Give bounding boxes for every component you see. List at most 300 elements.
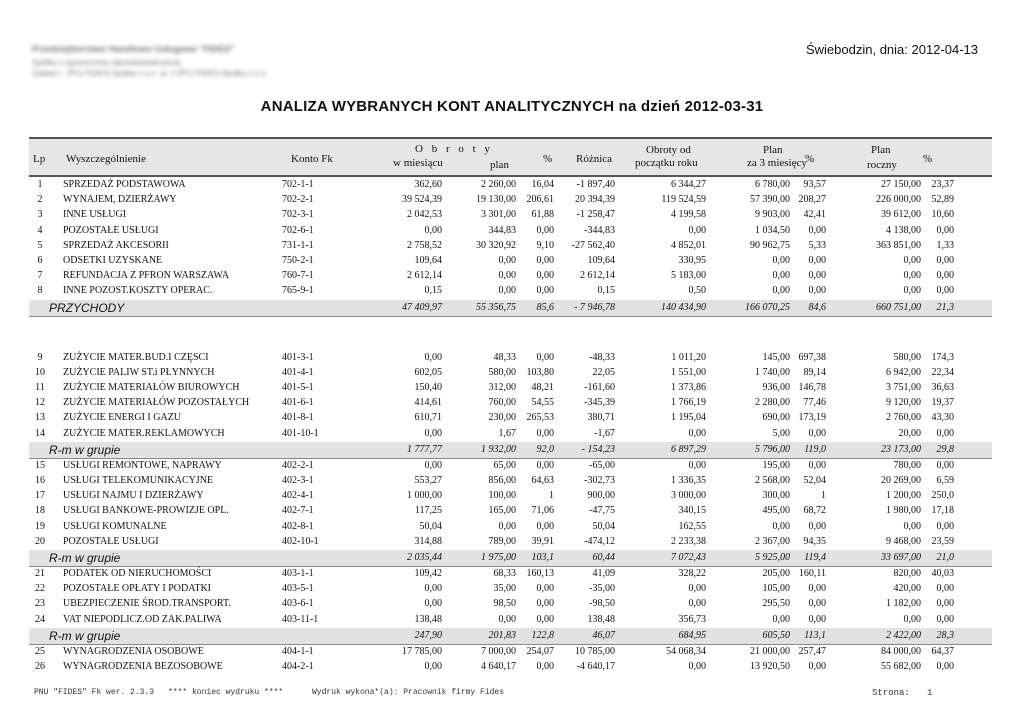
cell-roz: -47,75 <box>589 505 615 517</box>
cell-ob: 1 766,19 <box>671 397 706 409</box>
cell-p1: 0,00 <box>536 459 554 471</box>
cell-ob: 328,22 <box>678 568 706 579</box>
cell-roz: -48,33 <box>589 351 615 363</box>
cell-roz: -474,12 <box>584 535 615 547</box>
cell-pr: 0,00 <box>903 270 921 282</box>
cell-p3: 205,00 <box>762 568 790 579</box>
cell-desc: USŁUGI TELEKOMUNIKACYJNE <box>63 475 214 486</box>
cell-desc: POZOSTAŁE USŁUGI <box>63 535 159 547</box>
cell-p3: 166 070,25 <box>745 301 790 313</box>
cell-pr: 2 422,00 <box>886 629 921 641</box>
cell-m: 17 785,00 <box>402 645 442 657</box>
cell-ob: 684,95 <box>678 629 706 641</box>
report-date: Świebodzin, dnia: 2012-04-13 <box>805 42 978 57</box>
cell-m: 109,42 <box>414 568 442 579</box>
cell-roz: 380,71 <box>587 412 615 424</box>
table-row <box>29 396 992 410</box>
cell-desc: USŁUGI KOMUNALNE <box>63 520 167 532</box>
cell-plan: 0,00 <box>498 270 516 282</box>
cell-p1: 61,88 <box>531 209 554 221</box>
table-row <box>29 504 992 518</box>
cell-p1: 206,61 <box>526 194 554 206</box>
cell-p2: 0,00 <box>808 459 826 471</box>
cell-p1: 0,00 <box>536 351 554 363</box>
col-konto: Konto Fk <box>291 153 333 165</box>
cell-p1: 71,06 <box>531 505 554 517</box>
table-row <box>29 535 992 549</box>
table-row <box>29 613 992 627</box>
cell-ob: 3 000,00 <box>671 490 706 502</box>
report-title: ANALIZA WYBRANYCH KONT ANALITYCZNYCH na dzień 2012-03-31 <box>260 98 764 115</box>
cell-roz: 900,00 <box>587 490 615 502</box>
col-desc: Wyszczególnienie <box>66 153 146 165</box>
cell-ob: 0,00 <box>688 661 706 672</box>
cell-plan: 201,83 <box>488 629 516 641</box>
cell-p1: 0,00 <box>536 598 554 610</box>
cell-roz: -1,67 <box>594 427 615 439</box>
cell-plan: 100,00 <box>488 490 516 502</box>
cell-ob: 5 183,00 <box>671 270 706 282</box>
cell-p4: 0,00 <box>936 613 954 625</box>
cell-plan: 856,00 <box>488 475 516 486</box>
cell-p2: 68,72 <box>803 505 826 517</box>
cell-ob: 162,55 <box>678 520 706 532</box>
cell-m: 2 042,53 <box>407 209 442 221</box>
cell-p1: 103,80 <box>526 366 554 378</box>
cell-roz: -1 897,40 <box>576 179 615 190</box>
cell-plan: 1,67 <box>498 427 516 439</box>
cell-desc: WYNAJEM, DZIERŻAWY <box>63 194 177 206</box>
cell-desc: WYNAGRODZENIA OSOBOWE <box>63 645 204 657</box>
cell-ob: 0,50 <box>688 285 706 297</box>
cell-p4: 29,8 <box>936 443 954 455</box>
cell-p4: 0,00 <box>936 255 954 266</box>
cell-ob: 1 551,00 <box>671 366 706 378</box>
table-row <box>29 520 992 534</box>
cell-roz: 46,07 <box>592 629 615 641</box>
cell-p2: 0,00 <box>808 224 826 236</box>
table-row <box>29 645 992 659</box>
cell-m: 247,90 <box>414 629 442 641</box>
cell-pr: 0,00 <box>903 613 921 625</box>
table-row <box>29 381 992 395</box>
cell-p2: 257,47 <box>798 645 826 657</box>
cell-p3: 495,00 <box>762 505 790 517</box>
cell-lp: 23 <box>35 598 45 610</box>
cell-pr: 20,00 <box>898 427 921 439</box>
table-row <box>29 597 992 611</box>
cell-plan: 35,00 <box>493 583 516 595</box>
cell-plan: 2 260,00 <box>481 179 516 190</box>
cell-konto: 401-8-1 <box>282 412 314 424</box>
cell-p4: 21,3 <box>936 301 954 313</box>
cell-p4: 23,59 <box>931 535 954 547</box>
cell-p4: 0,00 <box>936 224 954 236</box>
cell-p3: 21 000,00 <box>750 645 790 657</box>
cell-p3: 5 796,00 <box>755 443 790 455</box>
cell-ob: 1 011,20 <box>671 351 706 363</box>
cell-p4: 36,63 <box>931 382 954 393</box>
cell-p3: 5 925,00 <box>755 552 790 563</box>
cell-konto: 760-7-1 <box>282 270 314 282</box>
cell-konto: 402-8-1 <box>282 520 314 532</box>
cell-plan: 30 320,92 <box>476 239 516 251</box>
cell-p3: 936,00 <box>762 382 790 393</box>
cell-lp: 6 <box>37 255 43 266</box>
cell-ob: 140 434,90 <box>661 301 706 313</box>
cell-p1: 160,13 <box>526 568 554 579</box>
cell-lp: 15 <box>35 459 45 471</box>
cell-ob: 119 524,59 <box>661 194 706 206</box>
table-row <box>29 489 992 503</box>
cell-plan: 789,00 <box>488 535 516 547</box>
cell-roz: - 154,23 <box>581 443 615 455</box>
cell-lp: 24 <box>35 613 45 625</box>
cell-konto: 401-5-1 <box>282 382 314 393</box>
cell-roz: -344,83 <box>584 224 615 236</box>
cell-lp: 26 <box>35 661 45 672</box>
cell-p3: 195,00 <box>762 459 790 471</box>
cell-desc: UBEZPIECZENIE ŚROD.TRANSPORT. <box>63 598 231 610</box>
table-row <box>29 351 992 365</box>
cell-roz: 109,64 <box>587 255 615 266</box>
cell-desc: INNE POZOST.KOSZTY OPERAC. <box>63 285 213 297</box>
cell-p4: 0,00 <box>936 270 954 282</box>
cell-p3: 0,00 <box>772 520 790 532</box>
cell-p2: 0,00 <box>808 613 826 625</box>
cell-p3: 0,00 <box>772 613 790 625</box>
cell-m: 0,15 <box>424 285 442 297</box>
cell-plan: 65,00 <box>493 459 516 471</box>
cell-pr: 4 138,00 <box>886 224 921 236</box>
table-row <box>29 208 992 222</box>
cell-konto: 403-11-1 <box>282 613 319 625</box>
cell-p3: 295,50 <box>762 598 790 610</box>
col-plan3-1: Plan <box>763 144 783 156</box>
col-plan: plan <box>490 159 509 171</box>
cell-p4: 21,0 <box>936 552 954 563</box>
cell-p2: 0,00 <box>808 583 826 595</box>
table-row <box>29 254 992 268</box>
cell-lp: 2 <box>37 194 43 206</box>
cell-plan: 0,00 <box>498 520 516 532</box>
cell-p1: 1 <box>549 490 554 502</box>
cell-pr: 23 173,00 <box>881 443 921 455</box>
table-row <box>29 567 992 581</box>
table-header <box>29 137 992 177</box>
cell-ob: 1 195,04 <box>671 412 706 424</box>
cell-lp: 17 <box>35 490 45 502</box>
cell-lp: 20 <box>35 535 45 547</box>
footer-page-label: Strona: <box>872 688 910 698</box>
cell-p2: 0,00 <box>808 255 826 266</box>
cell-pr: 33 697,00 <box>881 552 921 563</box>
cell-lp: 13 <box>35 412 45 424</box>
cell-p1: 9,10 <box>536 239 554 251</box>
cell-roz: -27 562,40 <box>571 239 615 251</box>
cell-p2: 52,04 <box>803 475 826 486</box>
cell-p3: 105,00 <box>762 583 790 595</box>
cell-ob: 2 233,38 <box>671 535 706 547</box>
cell-roz: -35,00 <box>589 583 615 595</box>
cell-pr: 820,00 <box>893 568 921 579</box>
cell-plan: 760,00 <box>488 397 516 409</box>
cell-p3: 300,00 <box>762 490 790 502</box>
cell-ob: 330,95 <box>678 255 706 266</box>
cell-desc: POZOSTAŁE USŁUGI <box>63 224 159 236</box>
col-obroty-od-1: Obroty od <box>646 144 691 156</box>
cell-p2: 0,00 <box>808 285 826 297</box>
cell-p2: 208,27 <box>798 194 826 206</box>
cell-konto: 403-1-1 <box>282 568 314 579</box>
col-plan-r2: roczny <box>867 159 897 171</box>
footer-printed-by: Wydruk wykona*(a): Pracownik firmy Fides <box>312 688 505 697</box>
cell-m: 50,04 <box>419 520 442 532</box>
cell-m: 2 612,14 <box>407 270 442 282</box>
cell-ob: 0,00 <box>688 459 706 471</box>
cell-lp: 22 <box>35 583 45 595</box>
cell-m: 39 524,39 <box>402 194 442 206</box>
cell-m: 0,00 <box>424 224 442 236</box>
cell-konto: 401-3-1 <box>282 351 314 363</box>
cell-p2: 0,00 <box>808 520 826 532</box>
table-row <box>29 269 992 283</box>
cell-plan: 1 975,00 <box>481 552 516 563</box>
cell-konto: 404-2-1 <box>282 661 314 672</box>
summary-row <box>29 550 992 566</box>
cell-p4: 6,59 <box>936 475 954 486</box>
cell-konto: 403-5-1 <box>282 583 314 595</box>
cell-m: 2 035,44 <box>407 552 442 563</box>
cell-p4: 64,37 <box>931 645 954 657</box>
cell-p2: 119,4 <box>804 552 826 563</box>
cell-pr: 9 120,00 <box>886 397 921 409</box>
cell-p4: 0,00 <box>936 459 954 471</box>
cell-lp: 9 <box>37 351 43 363</box>
cell-desc: ODSETKI UZYSKANE <box>63 255 163 266</box>
cell-pr: 55 682,00 <box>881 661 921 672</box>
cell-pr: 39 612,00 <box>881 209 921 221</box>
cell-p1: 0,00 <box>536 613 554 625</box>
cell-konto: 401-10-1 <box>282 427 319 439</box>
cell-desc: POZOSTAŁE OPŁATY I PODATKI <box>63 583 211 595</box>
cell-roz: 60,44 <box>592 552 615 563</box>
col-plan3-2: za 3 miesięcy <box>747 157 807 169</box>
cell-roz: 10 785,00 <box>575 645 615 657</box>
cell-plan: 55 356,75 <box>476 301 516 313</box>
cell-p3: 2 568,00 <box>755 475 790 486</box>
cell-konto: 731-1-1 <box>282 239 314 251</box>
cell-p2: 160,11 <box>798 568 826 579</box>
cell-p2: 119,0 <box>804 443 826 455</box>
cell-p4: 0,00 <box>936 661 954 672</box>
cell-desc: REFUNDACJA Z PFRON WARSZAWA <box>63 270 229 282</box>
table-row <box>29 411 992 425</box>
cell-p3: 9 903,00 <box>755 209 790 221</box>
cell-p3: 90 962,75 <box>750 239 790 251</box>
cell-pr: 3 751,00 <box>886 382 921 393</box>
cell-pr: 1 980,00 <box>886 505 921 517</box>
col-plan-r1: Plan <box>871 144 891 156</box>
cell-p2: 173,19 <box>798 412 826 424</box>
cell-desc: ZUŻYCIE MATERIAŁÓW BIUROWYCH <box>63 382 240 393</box>
group-separator <box>29 316 992 317</box>
cell-p4: 0,00 <box>936 598 954 610</box>
cell-p4: 40,03 <box>931 568 954 579</box>
cell-desc: PODATEK OD NIERUCHOMOŚCI <box>63 568 212 579</box>
cell-desc: SPRZEDAŻ PODSTAWOWA <box>63 179 186 190</box>
cell-p1: 0,00 <box>536 583 554 595</box>
cell-desc: VAT NIEPODLICZ.OD ZAK.PALIWA <box>63 613 222 625</box>
cell-p3: 605,50 <box>762 629 790 641</box>
col-w-miesiacu: w miesiącu <box>393 157 443 169</box>
cell-p3: 2 280,00 <box>755 397 790 409</box>
table-row <box>29 660 992 674</box>
cell-roz: -4 640,17 <box>576 661 615 672</box>
col-obroty: O b r o t y <box>415 143 493 155</box>
cell-ob: 6 344,27 <box>671 179 706 190</box>
cell-ob: 0,00 <box>688 583 706 595</box>
cell-plan: 98,50 <box>493 598 516 610</box>
summary-label: PRZYCHODY <box>49 300 125 315</box>
cell-p2: 77,46 <box>803 397 826 409</box>
cell-roz: 138,48 <box>587 613 615 625</box>
cell-roz: -302,73 <box>584 475 615 486</box>
cell-p2: 0,00 <box>808 270 826 282</box>
cell-roz: -161,60 <box>584 382 615 393</box>
cell-p1: 16,04 <box>531 179 554 190</box>
cell-m: 362,60 <box>414 179 442 190</box>
cell-p1: 265,53 <box>526 412 554 424</box>
cell-p2: 113,1 <box>804 629 826 641</box>
cell-plan: 580,00 <box>488 366 516 378</box>
cell-ob: 6 897,29 <box>671 443 706 455</box>
cell-p4: 250,0 <box>931 490 954 502</box>
cell-pr: 363 851,00 <box>876 239 921 251</box>
cell-m: 117,25 <box>414 505 442 517</box>
cell-p2: 42,41 <box>803 209 826 221</box>
cell-desc: USŁUGI NAJMU I DZIERŻAWY <box>63 490 204 502</box>
cell-p2: 146,78 <box>798 382 826 393</box>
cell-konto: 765-9-1 <box>282 285 314 297</box>
cell-plan: 165,00 <box>488 505 516 517</box>
cell-desc: SPRZEDAŻ AKCESORII <box>63 239 169 251</box>
summary-label: R-m w grupie <box>49 628 121 643</box>
cell-konto: 702-1-1 <box>282 179 314 190</box>
cell-p3: 0,00 <box>772 255 790 266</box>
cell-pr: 420,00 <box>893 583 921 595</box>
cell-m: 150,40 <box>414 382 442 393</box>
cell-lp: 10 <box>35 366 45 378</box>
table-row <box>29 427 992 441</box>
cell-p4: 0,00 <box>936 520 954 532</box>
cell-konto: 402-4-1 <box>282 490 314 502</box>
cell-m: 0,00 <box>424 598 442 610</box>
cell-pr: 0,00 <box>903 285 921 297</box>
cell-desc: ZUŻYCIE MATERIAŁÓW POZOSTAŁYCH <box>63 397 250 409</box>
cell-roz: 0,15 <box>597 285 615 297</box>
cell-p3: 6 780,00 <box>755 179 790 190</box>
cell-roz: -98,50 <box>589 598 615 610</box>
cell-p2: 89,14 <box>803 366 826 378</box>
cell-ob: 4 199,58 <box>671 209 706 221</box>
cell-konto: 401-6-1 <box>282 397 314 409</box>
cell-m: 109,64 <box>414 255 442 266</box>
cell-plan: 4 640,17 <box>481 661 516 672</box>
cell-konto: 404-1-1 <box>282 645 314 657</box>
cell-pr: 2 760,00 <box>886 412 921 424</box>
cell-p1: 254,07 <box>526 645 554 657</box>
cell-p1: 0,00 <box>536 270 554 282</box>
cell-m: 602,05 <box>414 366 442 378</box>
cell-konto: 403-6-1 <box>282 598 314 610</box>
cell-desc: ZUŻYCIE PALIW ST.i PŁYNNYCH <box>63 366 215 378</box>
cell-p4: 52,89 <box>931 194 954 206</box>
footer-version: PNU "FIDES" Fk wer. 2.3.3 <box>34 688 155 697</box>
col-pct1: % <box>543 153 553 165</box>
summary-label: R-m w grupie <box>49 442 121 457</box>
cell-p1: 0,00 <box>536 224 554 236</box>
cell-p1: 54,55 <box>531 397 554 409</box>
cell-p2: 0,00 <box>808 661 826 672</box>
cell-m: 553,27 <box>414 475 442 486</box>
company-name: Przedsiębiorstwo Handlowo Usługowe "FIDES" <box>32 44 235 54</box>
cell-m: 610,71 <box>414 412 442 424</box>
cell-desc: ZUŻYCIE MATER.REKLAMOWYCH <box>63 427 225 439</box>
cell-p4: 23,37 <box>931 179 954 190</box>
cell-p1: 0,00 <box>536 255 554 266</box>
cell-lp: 25 <box>35 645 45 657</box>
cell-lp: 19 <box>35 520 45 532</box>
cell-p2: 0,00 <box>808 598 826 610</box>
cell-pr: 0,00 <box>903 520 921 532</box>
cell-lp: 4 <box>37 224 43 236</box>
cell-pr: 780,00 <box>893 459 921 471</box>
cell-ob: 0,00 <box>688 598 706 610</box>
cell-plan: 344,83 <box>488 224 516 236</box>
cell-pr: 84 000,00 <box>881 645 921 657</box>
cell-plan: 0,00 <box>498 285 516 297</box>
cell-p1: 85,6 <box>536 301 554 313</box>
cell-p3: 57 390,00 <box>750 194 790 206</box>
cell-ob: 1 336,35 <box>671 475 706 486</box>
cell-konto: 401-4-1 <box>282 366 314 378</box>
cell-desc: ZUŻYCIE ENERGI I GAZU <box>63 412 182 424</box>
cell-plan: 3 301,00 <box>481 209 516 221</box>
cell-lp: 16 <box>35 475 45 486</box>
cell-p1: 64,63 <box>531 475 554 486</box>
cell-plan: 68,33 <box>493 568 516 579</box>
cell-plan: 0,00 <box>498 255 516 266</box>
cell-p3: 0,00 <box>772 270 790 282</box>
cell-p3: 5,00 <box>772 427 790 439</box>
cell-ob: 4 852,01 <box>671 239 706 251</box>
cell-p3: 145,00 <box>762 351 790 363</box>
cell-pr: 6 942,00 <box>886 366 921 378</box>
cell-pr: 660 751,00 <box>876 301 921 313</box>
cell-m: 1 000,00 <box>407 490 442 502</box>
cell-p2: 94,35 <box>803 535 826 547</box>
cell-plan: 19 130,00 <box>476 194 516 206</box>
cell-p4: 19,37 <box>931 397 954 409</box>
cell-roz: -345,39 <box>584 397 615 409</box>
cell-roz: 41,09 <box>592 568 615 579</box>
cell-pr: 226 000,00 <box>876 194 921 206</box>
cell-konto: 402-3-1 <box>282 475 314 486</box>
cell-konto: 702-6-1 <box>282 224 314 236</box>
cell-m: 0,00 <box>424 661 442 672</box>
table-row <box>29 193 992 207</box>
